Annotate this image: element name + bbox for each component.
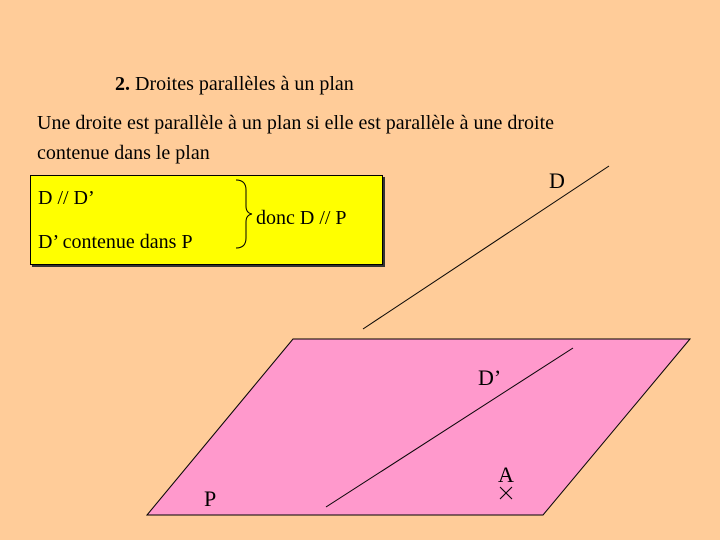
theorem-premise-2: D’ contenue dans P: [38, 231, 193, 253]
definition-line-2: contenue dans le plan: [37, 142, 210, 164]
line-d-label: D: [549, 168, 565, 193]
title-number: 2.: [115, 73, 130, 95]
title-text: Droites parallèles à un plan: [135, 73, 354, 95]
definition-line-1: Une droite est parallèle à un plan si elle est parallèle à une droite: [37, 112, 555, 134]
theorem-brace-icon: [236, 180, 252, 248]
theorem-premise-1: D // D’: [38, 187, 95, 209]
plane-p-label: P: [204, 486, 217, 511]
line-d: [363, 166, 609, 329]
theorem-conclusion: donc D // P: [256, 207, 347, 229]
line-d-prime-label: D’: [478, 365, 502, 390]
point-a-label: A: [498, 462, 514, 487]
plane-p: [147, 339, 690, 515]
